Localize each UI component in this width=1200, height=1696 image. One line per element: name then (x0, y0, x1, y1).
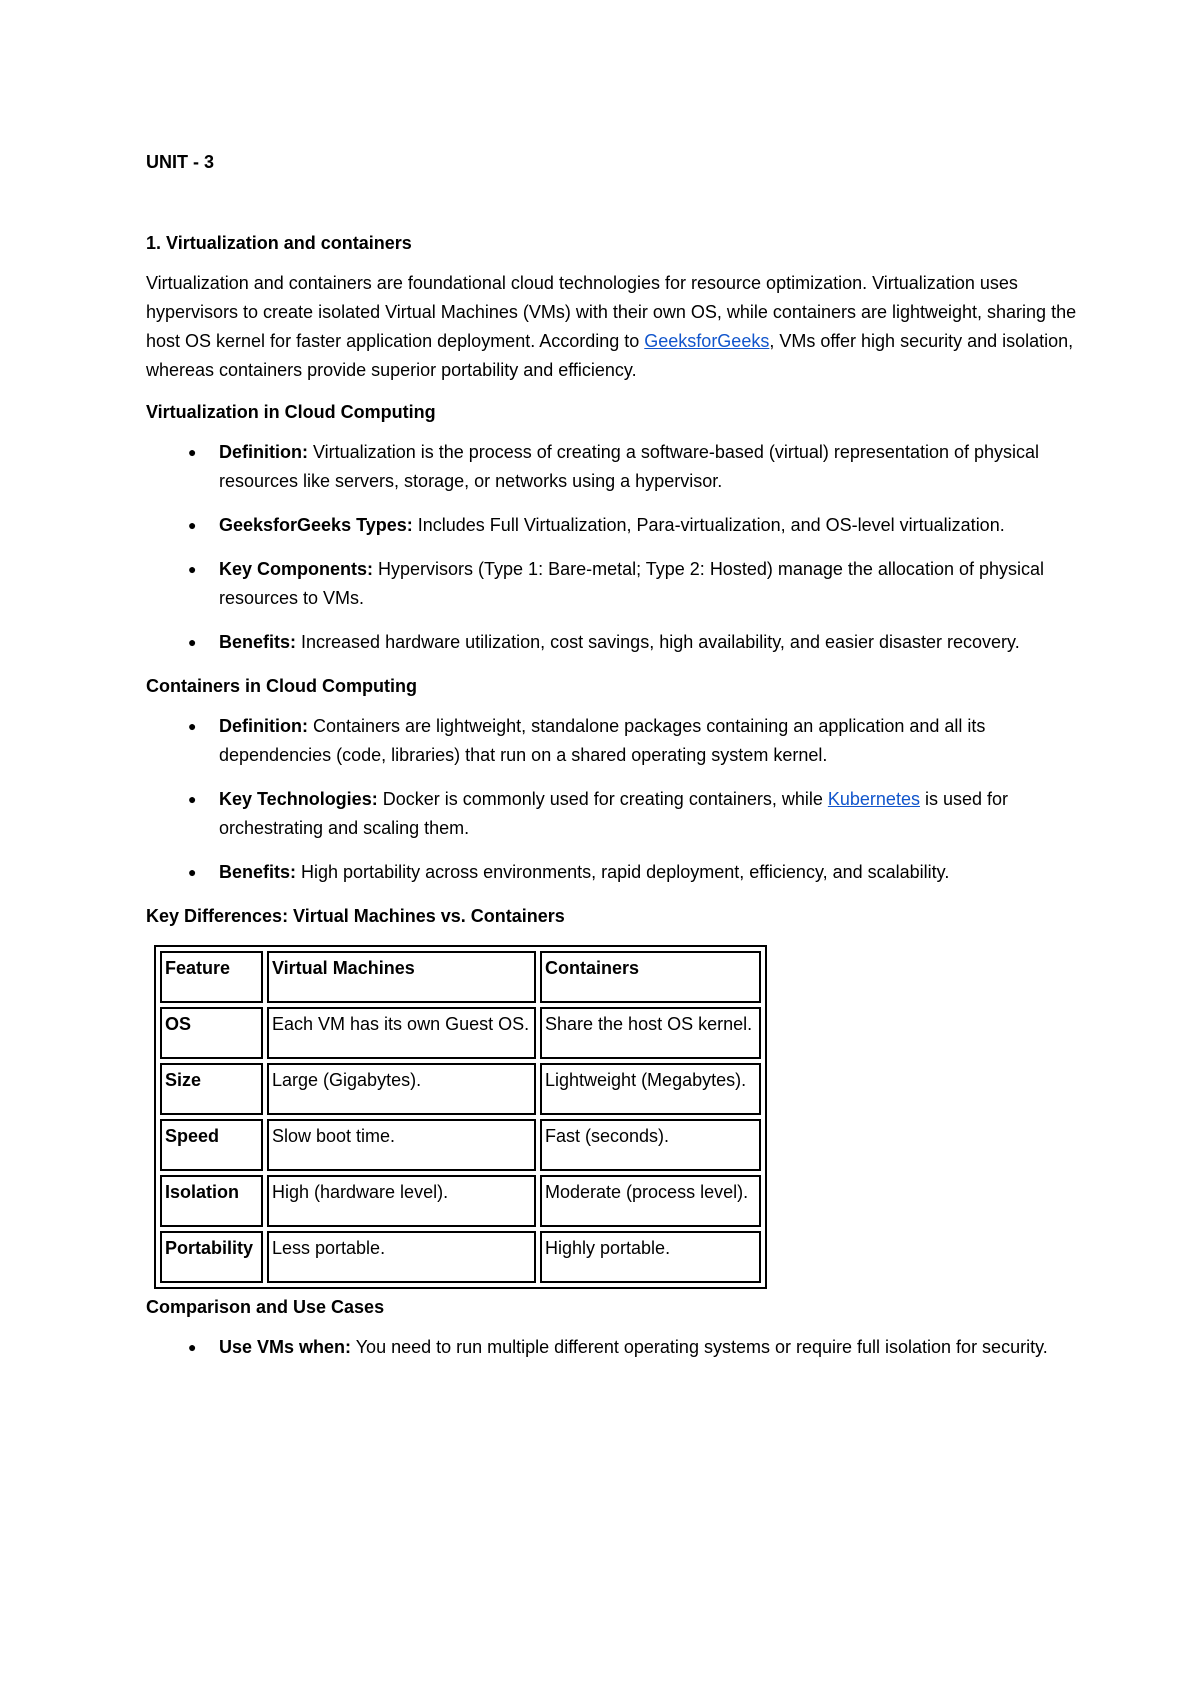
bullet-icon: ● (188, 634, 197, 650)
bullet-icon: ● (188, 718, 197, 734)
table-cell: Less portable. (267, 1231, 536, 1283)
item-label: GeeksforGeeks Types: (219, 515, 413, 535)
table-header-cell: Virtual Machines (267, 951, 536, 1003)
item-text: Includes Full Virtualization, Para-virtualization, and OS-level virtualization. (412, 515, 1005, 535)
table-cell: Portability (160, 1231, 263, 1283)
list-item (146, 712, 1080, 770)
table-header-cell: Containers (540, 951, 761, 1003)
item-text: Docker is commonly used for creating containers, while (377, 789, 828, 809)
bullet-icon: ● (188, 444, 197, 460)
kubernetes-link[interactable]: Kubernetes (827, 789, 920, 809)
table-cell: Large (Gigabytes). (267, 1063, 536, 1115)
bullet-icon: ● (188, 561, 197, 577)
item-text: You need to run multiple different operating systems or require full isolation for security. (351, 1337, 1048, 1357)
table-cell: Each VM has its own Guest OS. (267, 1007, 536, 1059)
table-header-cell: Feature (160, 951, 263, 1003)
item-text: Increased hardware utilization, cost savings, high availability, and easier disaster recovery. (296, 632, 1020, 652)
table-header-row (160, 951, 761, 1003)
table-cell: Size (160, 1063, 263, 1115)
bullet-icon: ● (188, 1339, 197, 1355)
use-cases-list (146, 1333, 1080, 1362)
item-text-end: is used for orchestrating and scaling them. (219, 789, 1009, 838)
list-item (146, 628, 1080, 657)
intro-paragraph (146, 269, 1080, 385)
table-cell: Slow boot time. (267, 1119, 536, 1171)
virtualization-heading: Virtualization in Cloud Computing (146, 402, 436, 422)
bullet-icon: ● (188, 791, 197, 807)
item-text: Containers are lightweight, standalone packages containing an application and all its dependencies (code, libraries) that run on a shared operating system kernel. (219, 716, 986, 765)
item-label: Key Technologies: (219, 789, 378, 809)
item-label: Use VMs when: (219, 1337, 352, 1357)
item-label: Definition: (219, 442, 308, 462)
item-text: Hypervisors (Type 1: Bare-metal; Type 2: Hosted) manage the allocation of physical resources to VMs. (219, 559, 1045, 608)
list-item (146, 555, 1080, 613)
table-row (160, 1007, 761, 1059)
containers-list (146, 712, 1080, 887)
table-cell: Highly portable. (540, 1231, 761, 1283)
item-label: Benefits: (219, 632, 297, 652)
bullet-icon: ● (188, 517, 197, 533)
item-label: Benefits: (219, 862, 297, 882)
list-item (146, 438, 1080, 496)
list-item (146, 1333, 1080, 1362)
unit-title: UNIT - 3 (146, 152, 215, 172)
intro-text-start: Virtualization and containers are foundational cloud technologies for resource optimization. Virtualization uses hypervisors to create isolated Virtual Machines (VMs) with their own OS, while containers are lightweight, sharing the host OS kernel for faster application deployment. According to (146, 273, 1077, 351)
table-cell: Lightweight (Megabytes). (540, 1063, 761, 1115)
item-label: Key Components: (219, 559, 374, 579)
table-row (160, 1231, 761, 1283)
section-title: 1. Virtualization and containers (146, 233, 412, 253)
bullet-icon: ● (188, 864, 197, 880)
containers-heading: Containers in Cloud Computing (146, 676, 417, 696)
geeksforgeeks-link[interactable]: GeeksforGeeks (644, 331, 770, 351)
table-cell: Moderate (process level). (540, 1175, 761, 1227)
table-cell: Speed (160, 1119, 263, 1171)
table-cell: High (hardware level). (267, 1175, 536, 1227)
table-row (160, 1175, 761, 1227)
table-cell: Fast (seconds). (540, 1119, 761, 1171)
list-item (146, 785, 1080, 843)
table-row (160, 1063, 761, 1115)
list-item (146, 511, 1080, 540)
differences-heading: Key Differences: Virtual Machines vs. Containers (146, 906, 565, 926)
list-item (146, 858, 1080, 887)
intro-text-end: , VMs offer high security and isolation, whereas containers provide superior portability and efficiency. (146, 331, 1074, 380)
virtualization-list (146, 438, 1080, 657)
item-label: Definition: (219, 716, 308, 736)
use-cases-heading: Comparison and Use Cases (146, 1297, 385, 1317)
item-text: Virtualization is the process of creating a software-based (virtual) representation of physical resources like servers, storage, or networks using a hypervisor. (219, 442, 1040, 491)
table-row (160, 1119, 761, 1171)
comparison-table (154, 945, 767, 1289)
table-cell: OS (160, 1007, 263, 1059)
table-cell: Share the host OS kernel. (540, 1007, 761, 1059)
table-cell: Isolation (160, 1175, 263, 1227)
item-text: High portability across environments, rapid deployment, efficiency, and scalability. (296, 862, 950, 882)
